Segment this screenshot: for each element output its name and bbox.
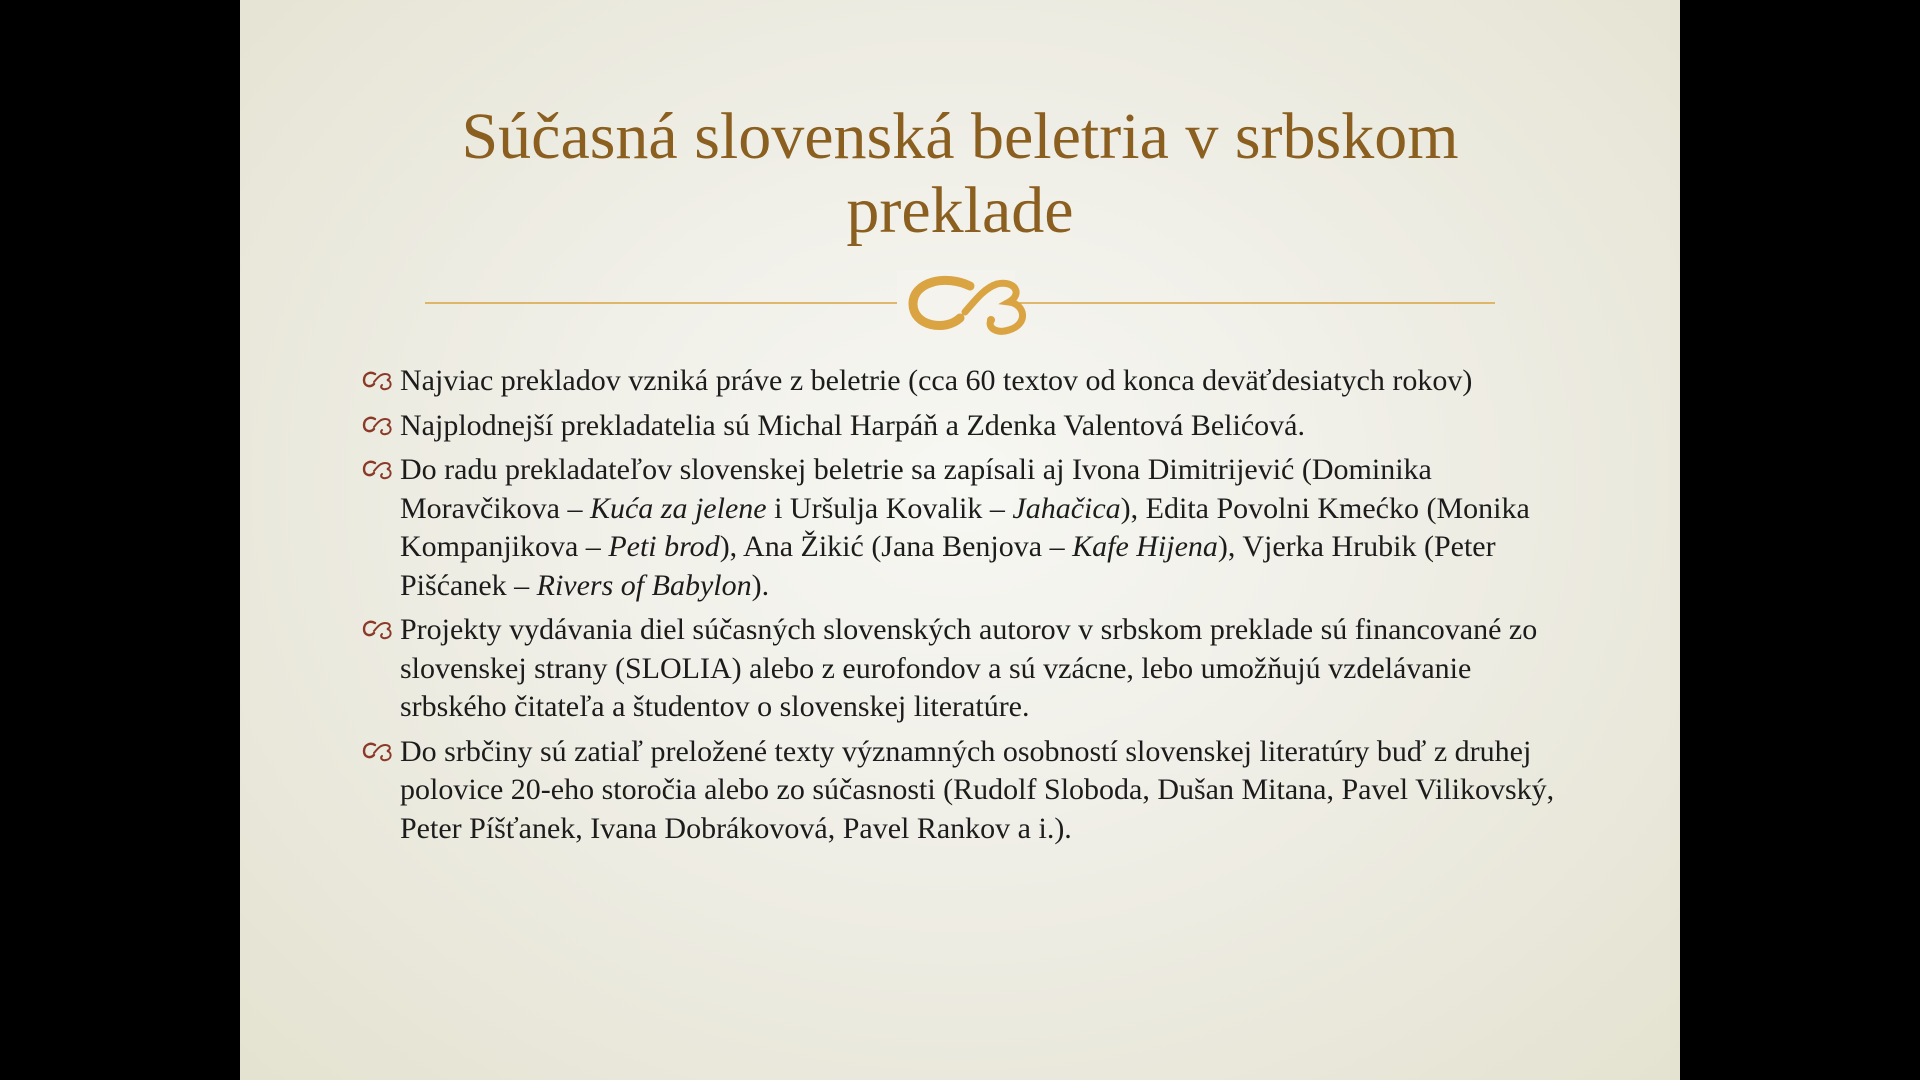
book-title: Rivers of Babylon [536, 568, 752, 602]
text-segment: ), Edita Povolni Kmećko (Monika Kompanjikova – [400, 491, 1530, 563]
text-segment: Do radu prekladateľov slovenskej beletrie sa zapísali aj Ivona Dimitrijević (Dominika Moravčikova – [400, 453, 1432, 525]
bullet-text [400, 362, 1567, 401]
book-title: Kafe Hijena [1072, 530, 1218, 563]
slide-title: Súčasná slovenská beletria v srbskom preklade [461, 100, 1459, 247]
text-segment: ), Vjerka Hrubik (Peter Pišćanek – [400, 530, 1496, 602]
bullet-item [362, 733, 1567, 849]
slide [240, 0, 1680, 1080]
book-title: Kuća za jelene [589, 491, 767, 525]
flourish-bullet-icon [362, 415, 394, 437]
bullet-item [362, 407, 1567, 446]
bullet-text [400, 611, 1567, 727]
text-segment: i Uršulja Kovalik – [766, 491, 1013, 525]
text-segment: Do srbčiny sú zatiaľ preložené texty významných osobností slovenskej literatúry buď z druhej polovice 20-eho storočia alebo zo súčasnosti (Rudolf Sloboda, Dušan Mitana, Pavel Vilikovský, Peter Píšťanek, Ivana Dobrákovová, Pavel Rankov a i.). [400, 734, 1555, 845]
bullet-list [362, 362, 1567, 854]
flourish-bullet-icon [362, 370, 394, 392]
text-segment: ). [751, 568, 770, 602]
flourish-bullet-icon [362, 619, 394, 641]
book-title: Jahačica [1012, 491, 1121, 525]
text-segment: ), Ana Žikić (Jana Benjova – [719, 530, 1073, 563]
bullet-text [400, 733, 1567, 849]
flourish-bullet-icon [362, 459, 394, 481]
bullet-text [400, 451, 1567, 605]
bullet-item [362, 611, 1567, 727]
book-title: Peti brod [608, 530, 720, 563]
flourish-icon [897, 270, 1023, 336]
title-divider [425, 268, 1495, 338]
bullet-item [362, 451, 1567, 605]
bullet-text [400, 407, 1567, 446]
bullet-item [362, 362, 1567, 401]
text-segment: Najplodnejší prekladatelia sú Michal Harpáň a Zdenka Valentová Belićová. [400, 408, 1305, 442]
text-segment: Projekty vydávania diel súčasných slovenských autorov v srbskom preklade sú financované zo slovenskej strany (SLOLIA) alebo z eurofondov a sú vzácne, lebo umožňujú vzdelávanie srbského čitateľa a študentov o slovenskej literatúre. [400, 613, 1538, 723]
flourish-bullet-icon [362, 741, 394, 763]
text-segment: Najviac prekladov vzniká práve z beletrie (cca 60 textov od konca deväťdesiatych rokov) [400, 364, 1473, 397]
